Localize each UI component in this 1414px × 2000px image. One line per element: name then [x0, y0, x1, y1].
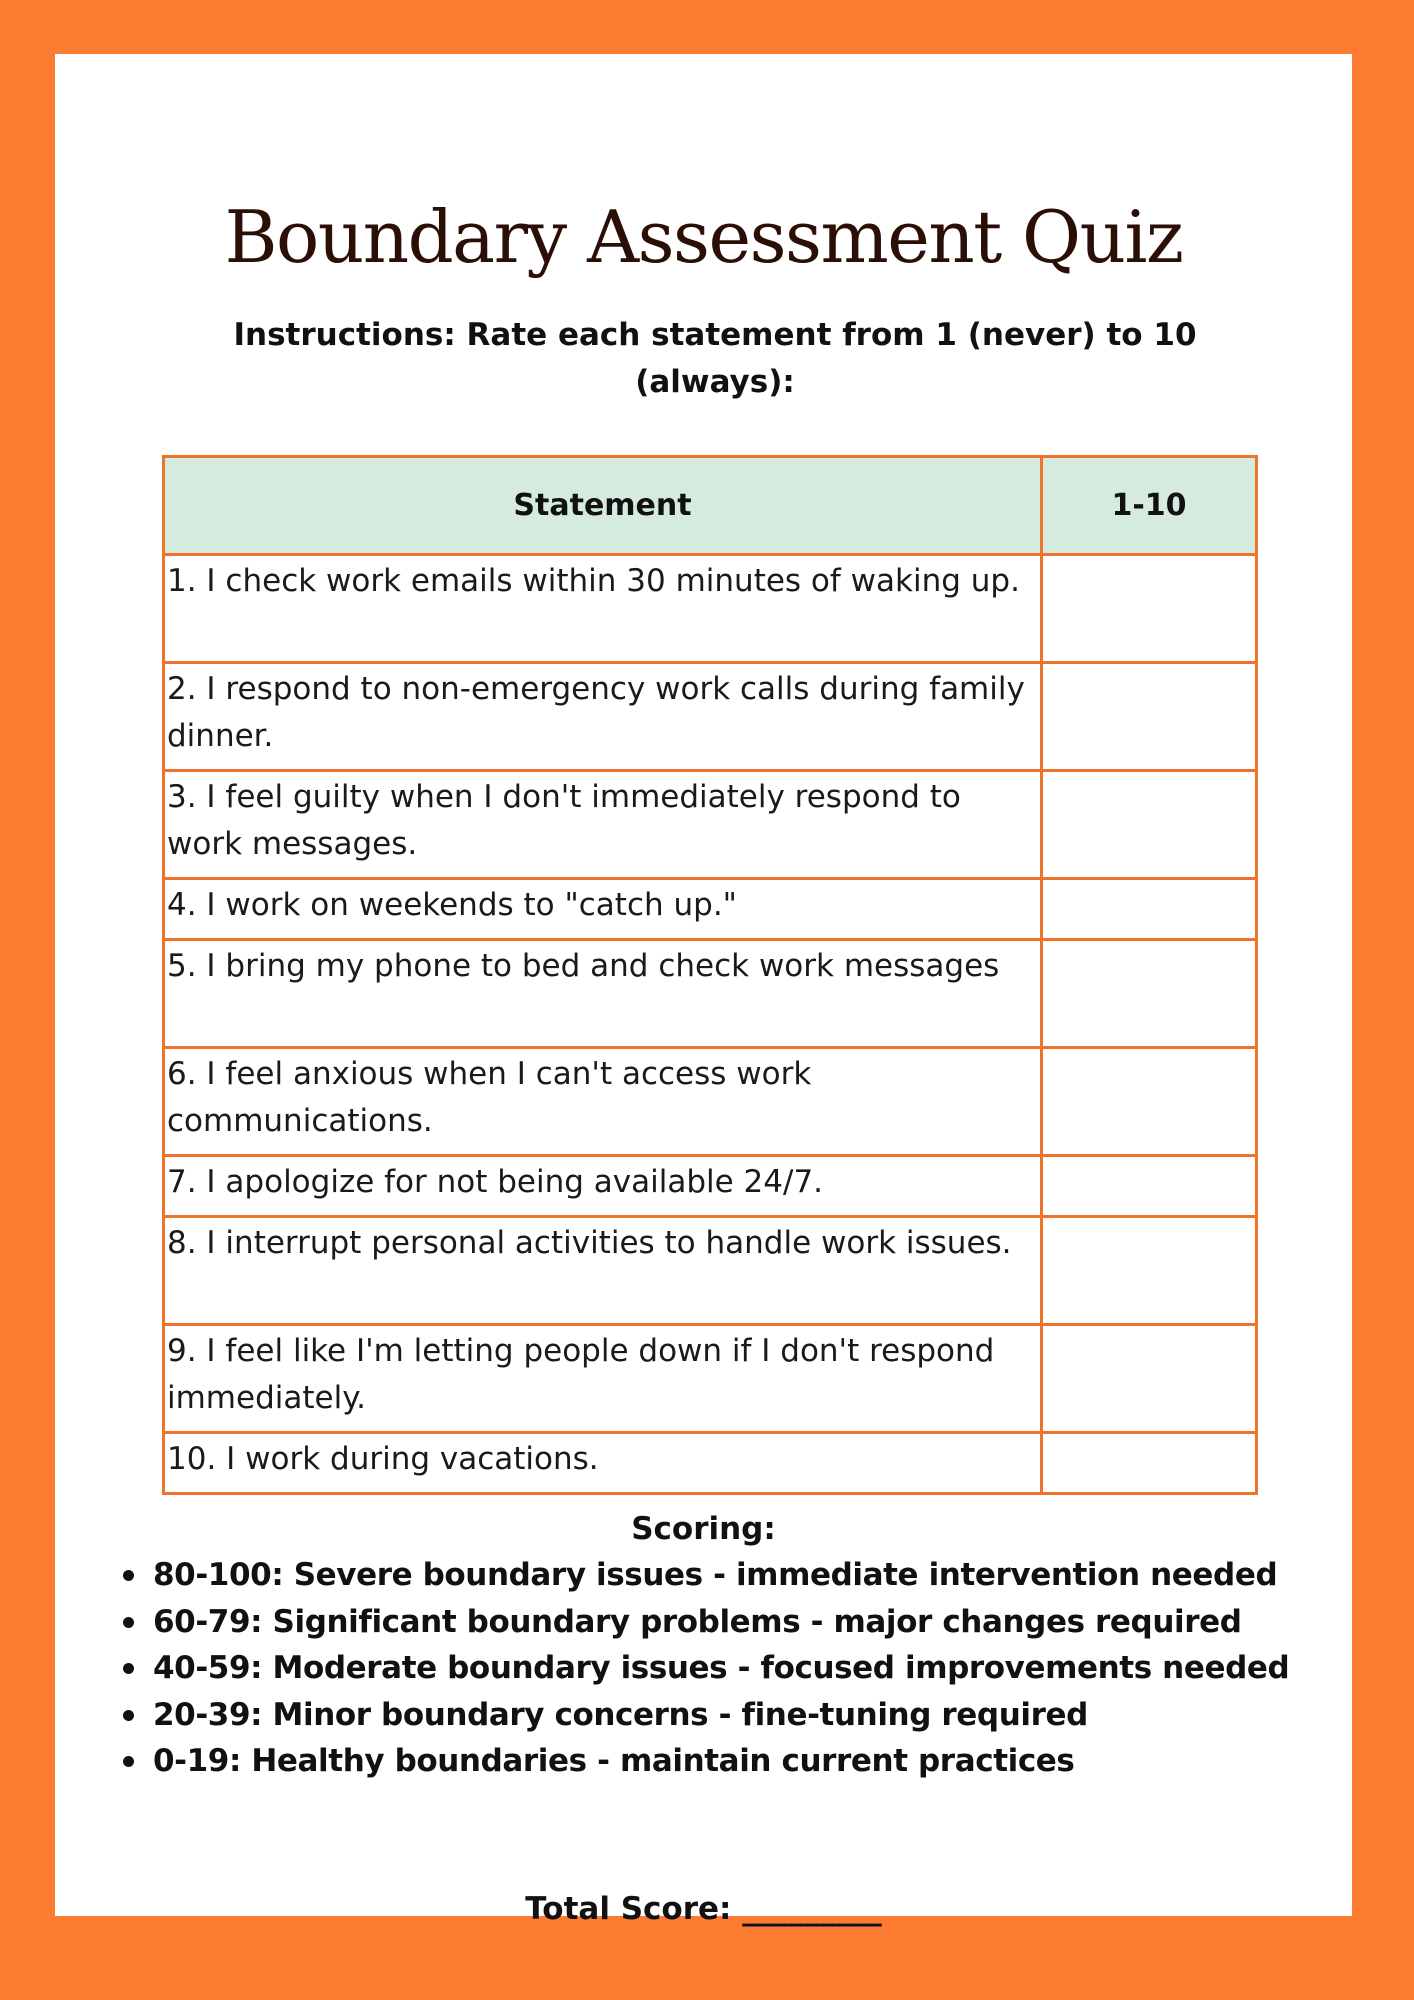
table-row — [164, 1048, 1257, 1156]
table-row — [164, 879, 1257, 940]
instructions-text: Instructions: Rate each statement from 1 (never) to 10 (always): — [233, 317, 1197, 400]
table-row — [164, 771, 1257, 879]
table-row — [164, 1433, 1257, 1494]
statement-column-header: Statement — [164, 457, 1042, 555]
rating-column-header: 1-10 — [1042, 457, 1257, 555]
rating-cell[interactable] — [1042, 771, 1257, 879]
table-row — [164, 663, 1257, 771]
statement-table — [162, 455, 1258, 1495]
scoring-item-text: 20-39: Minor boundary concerns - fine-tuning required — [153, 1696, 1088, 1733]
rating-cell[interactable] — [1042, 1156, 1257, 1217]
rating-cell[interactable] — [1042, 940, 1257, 1048]
table-row — [164, 555, 1257, 663]
statement-cell: 9. I feel like I'm letting people down if I don't respond immediately. — [164, 1325, 1042, 1433]
table-header-row — [164, 457, 1257, 555]
list-item — [153, 1738, 1343, 1785]
bullet-dot-icon — [123, 1756, 134, 1767]
rating-cell[interactable] — [1042, 1217, 1257, 1325]
bullet-dot-icon — [123, 1710, 134, 1721]
scoring-heading: Scoring: — [631, 1511, 776, 1547]
statement-cell: 6. I feel anxious when I can't access work communications. — [164, 1048, 1042, 1156]
rating-cell[interactable] — [1042, 879, 1257, 940]
list-item — [153, 1692, 1343, 1739]
rating-cell[interactable] — [1042, 1433, 1257, 1494]
statement-cell: 2. I respond to non-emergency work calls during family dinner. — [164, 663, 1042, 771]
table-row — [164, 1156, 1257, 1217]
table-row — [164, 1217, 1257, 1325]
list-item — [153, 1599, 1343, 1646]
bullet-dot-icon — [123, 1570, 134, 1581]
list-item — [153, 1645, 1343, 1692]
rating-cell[interactable] — [1042, 1048, 1257, 1156]
table-row — [164, 940, 1257, 1048]
list-item — [153, 1552, 1343, 1599]
total-score: Total Score: _________ — [525, 1891, 882, 1927]
bullet-dot-icon — [123, 1617, 134, 1628]
bullet-dot-icon — [123, 1663, 134, 1674]
statement-cell: 1. I check work emails within 30 minutes of waking up. — [164, 555, 1042, 663]
scoring-item-text: 60-79: Significant boundary problems - major changes required — [153, 1603, 1242, 1640]
statement-cell: 5. I bring my phone to bed and check work messages — [164, 940, 1042, 1048]
quiz-sheet — [55, 54, 1352, 1927]
statement-cell: 7. I apologize for not being available 24/7. — [164, 1156, 1042, 1217]
statement-cell: 10. I work during vacations. — [164, 1433, 1042, 1494]
scoring-item-text: 40-59: Moderate boundary issues - focused improvements needed — [153, 1650, 1290, 1686]
scoring-item-text: 80-100: Severe boundary issues - immediate intervention needed — [153, 1557, 1278, 1593]
page-title: Boundary Assessment Quiz — [224, 195, 1183, 279]
rating-cell[interactable] — [1042, 1325, 1257, 1433]
scoring-list — [153, 1552, 1343, 1785]
table-row — [164, 1325, 1257, 1433]
statement-cell: 3. I feel guilty when I don't immediately respond to work messages. — [164, 771, 1042, 879]
statement-cell: 8. I interrupt personal activities to handle work issues. — [164, 1217, 1042, 1325]
scoring-item-text: 0-19: Healthy boundaries - maintain current practices — [153, 1743, 1075, 1779]
statement-cell: 4. I work on weekends to "catch up." — [164, 879, 1042, 940]
rating-cell[interactable] — [1042, 555, 1257, 663]
rating-cell[interactable] — [1042, 663, 1257, 771]
